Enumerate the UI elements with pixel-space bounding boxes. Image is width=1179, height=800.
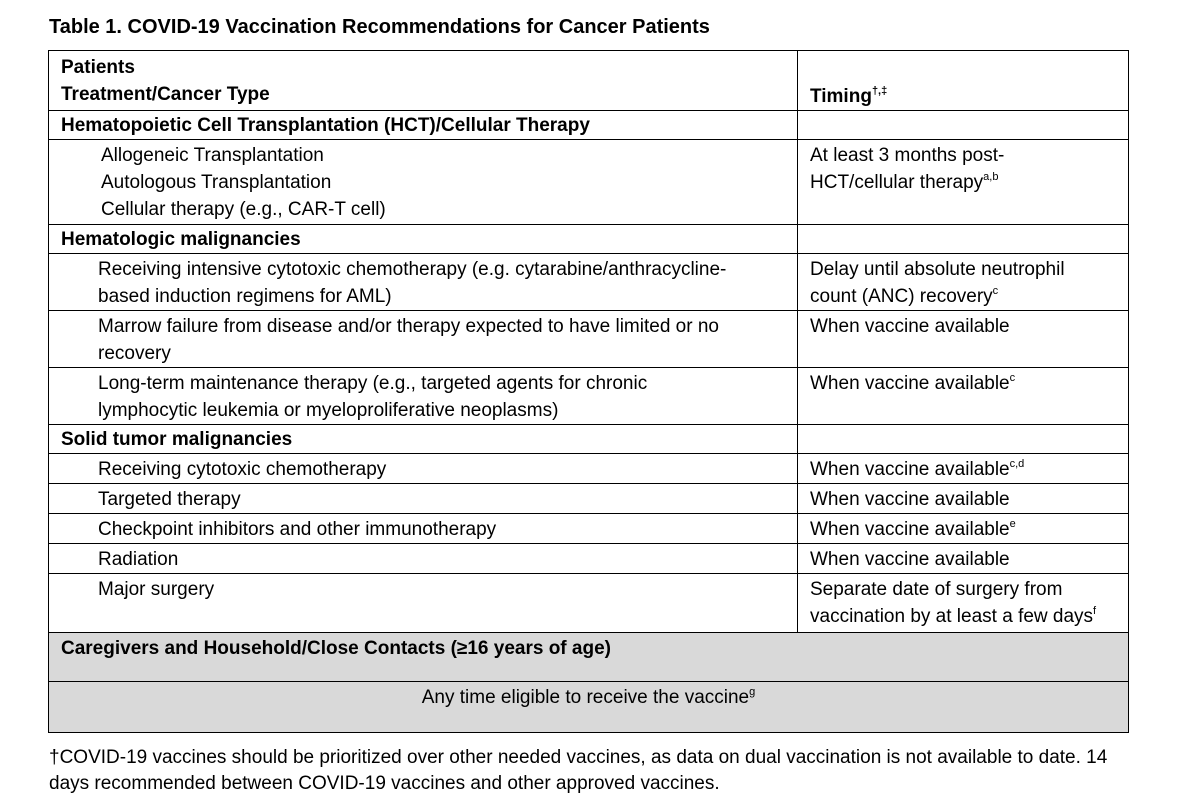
heme-intensive-line2: based induction regimens for AML)	[98, 286, 392, 307]
solid-cytotoxic-sup: c,d	[1009, 458, 1025, 470]
solid-targeted-timing: When vaccine available	[810, 489, 1010, 510]
header-patients: Patients	[61, 57, 135, 78]
solid-surgery-timing-line2: vaccination by at least a few days	[810, 606, 1094, 627]
solid-checkpoint-timing: When vaccine available	[810, 519, 1010, 540]
table-row	[49, 484, 1129, 514]
solid-radiation-timing-cell	[798, 544, 1129, 574]
table-row	[49, 140, 1129, 225]
header-timing-cell	[798, 51, 1129, 111]
caregivers-label: Caregivers and Household/Close Contacts (≥16 years of age)	[49, 633, 1129, 682]
solid-checkpoint-timing-cell	[798, 514, 1129, 544]
caregivers-timing-cell	[49, 682, 1129, 733]
section-hct-label: Hematopoietic Cell Transplantation (HCT)/Cellular Therapy	[49, 111, 798, 140]
hct-timing-sup: a,b	[983, 171, 999, 183]
solid-surgery-timing-cell	[798, 574, 1129, 633]
table-row	[49, 254, 1129, 311]
solid-cytotoxic-timing-cell	[798, 454, 1129, 484]
heme-longterm-timing-sup: c	[1009, 372, 1016, 384]
table-row	[49, 544, 1129, 574]
solid-radiation-timing: When vaccine available	[810, 549, 1010, 570]
header-timing: Timing	[810, 86, 872, 107]
heme-marrow-line2: recovery	[98, 343, 171, 364]
section-row-heme	[49, 225, 1129, 254]
heme-intensive-timing-cell	[798, 254, 1129, 311]
hct-items-cell	[49, 140, 798, 225]
caregivers-timing-row	[49, 682, 1129, 733]
caregivers-timing: Any time eligible to receive the vaccine	[421, 687, 750, 708]
solid-checkpoint-label: Checkpoint inhibitors and other immunotherapy	[49, 514, 798, 544]
section-hct-timing	[798, 111, 1129, 140]
solid-surgery-timing-sup: f	[1093, 605, 1097, 617]
solid-radiation-label: Radiation	[49, 544, 798, 574]
hct-timing-cell	[798, 140, 1129, 225]
heme-marrow-cell	[49, 311, 798, 368]
heme-intensive-line1: Receiving intensive cytotoxic chemotherapy (e.g. cytarabine/anthracycline-	[98, 259, 727, 280]
table-row	[49, 454, 1129, 484]
heme-longterm-line1: Long-term maintenance therapy (e.g., targeted agents for chronic	[98, 373, 648, 394]
hct-item-allogeneic: Allogeneic Transplantation	[101, 145, 324, 166]
heme-longterm-line2: lymphocytic leukemia or myeloproliferative neoplasms)	[98, 400, 559, 421]
table-row	[49, 514, 1129, 544]
header-row	[49, 51, 1129, 111]
solid-cytotoxic-timing: When vaccine available	[810, 459, 1010, 480]
heme-longterm-cell	[49, 368, 798, 425]
solid-checkpoint-sup: e	[1009, 518, 1016, 530]
header-treatment-type: Treatment/Cancer Type	[61, 84, 270, 105]
heme-marrow-timing: When vaccine available	[798, 311, 1129, 368]
solid-surgery-label: Major surgery	[49, 574, 798, 633]
caregivers-timing-sup: g	[749, 686, 756, 698]
heme-marrow-line1: Marrow failure from disease and/or therapy expected to have limited or no	[98, 316, 719, 337]
section-row-hct	[49, 111, 1129, 140]
footnote: †COVID-19 vaccines should be prioritized over other needed vaccines, as data on dual vaccination is not available to date. 14 days recommended between COVID-19 vaccines and other approved vaccines.	[49, 747, 1108, 794]
section-heme-timing	[798, 225, 1129, 254]
section-row-solid	[49, 425, 1129, 454]
heme-intensive-timing-line2: count (ANC) recovery	[810, 286, 993, 307]
caregivers-header-row	[49, 633, 1129, 682]
heme-intensive-cell	[49, 254, 798, 311]
solid-cytotoxic-label: Receiving cytotoxic chemotherapy	[49, 454, 798, 484]
header-timing-sup: †,‡	[871, 85, 888, 97]
heme-intensive-timing-line1: Delay until absolute neutrophil	[810, 259, 1065, 280]
solid-targeted-timing-cell	[798, 484, 1129, 514]
header-patients-cell	[49, 51, 798, 111]
section-solid-timing	[798, 425, 1129, 454]
heme-longterm-timing-cell	[798, 368, 1129, 425]
heme-intensive-timing-sup: c	[992, 285, 999, 297]
table-title: Table 1. COVID-19 Vaccination Recommendations for Cancer Patients	[49, 16, 710, 38]
hct-item-autologous: Autologous Transplantation	[101, 172, 332, 193]
section-solid-label: Solid tumor malignancies	[49, 425, 798, 454]
solid-targeted-label: Targeted therapy	[49, 484, 798, 514]
section-heme-label: Hematologic malignancies	[49, 225, 798, 254]
hct-item-cellular: Cellular therapy (e.g., CAR-T cell)	[101, 199, 386, 220]
table-row	[49, 311, 1129, 368]
table-row	[49, 574, 1129, 633]
solid-surgery-timing-line1: Separate date of surgery from	[810, 579, 1063, 600]
hct-timing-line1: At least 3 months post-	[810, 145, 1005, 166]
table-row	[49, 368, 1129, 425]
recommendations-table	[48, 50, 1129, 733]
hct-timing-line2: HCT/cellular therapy	[810, 172, 984, 193]
heme-longterm-timing: When vaccine available	[810, 373, 1010, 394]
